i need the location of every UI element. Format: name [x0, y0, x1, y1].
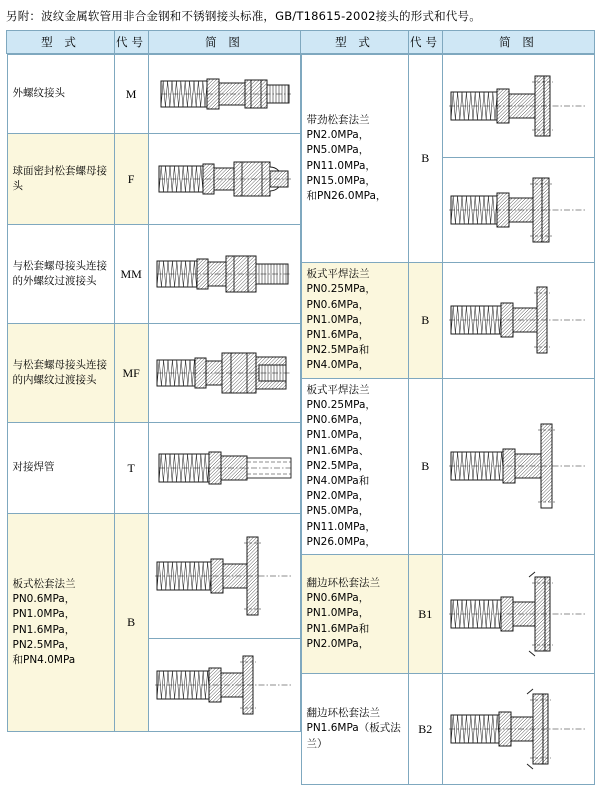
header-code-right: 代号 [409, 31, 443, 54]
table-row [7, 225, 300, 324]
table-row [301, 263, 594, 379]
fitting-type-right: 翻边环松套法兰 PN0.6MPa，PN1.0MPa， PN1.6MPa和PN2.0MPa， [301, 555, 408, 674]
table-row [7, 324, 300, 423]
header-figure-left: 简 图 [149, 31, 301, 54]
fitting-figure-right [442, 555, 594, 674]
header-code-left: 代号 [115, 31, 149, 54]
right-column-container [301, 54, 595, 785]
fitting-code-right: B [408, 263, 442, 379]
column-left [7, 54, 301, 732]
fitting-code-left: F [114, 134, 148, 225]
fitting-type-right: 翻边环松套法兰 PN1.6MPa（板式法兰） [301, 674, 408, 785]
fitting-type-right: 带劲松套法兰 PN2.0MPa，PN5.0MPa， PN11.0MPa，PN15.0MPa， 和PN26.0MPa， [301, 55, 408, 263]
fitting-code-right: B [408, 55, 442, 263]
fitting-figure-left [148, 324, 300, 423]
fitting-type-left: 与松套螺母接头连接的外螺纹过渡接头 [7, 225, 114, 324]
fitting-figure-right [442, 263, 594, 379]
fitting-code-left: M [114, 55, 148, 134]
fitting-code-left: T [114, 423, 148, 514]
fitting-figure-left [148, 639, 300, 732]
page-caption: 另附：波纹金属软管用非合金钢和不锈钢接头标准，GB/T18615-2002接头的形式和代号。 [6, 9, 481, 23]
fitting-type-left: 球面密封松套螺母接头 [7, 134, 114, 225]
fitting-code-right: B1 [408, 555, 442, 674]
header-type-right: 型 式 [301, 31, 409, 54]
table-row [301, 55, 594, 158]
table-row [7, 55, 300, 134]
fitting-code-left: MF [114, 324, 148, 423]
header-type-left: 型 式 [7, 31, 115, 54]
table-row [7, 423, 300, 514]
table-header [7, 31, 595, 54]
fitting-code-left: B [114, 514, 148, 732]
fitting-figure-left [148, 225, 300, 324]
table-row [301, 378, 594, 554]
fitting-type-right: 板式平焊法兰 PN0.25MPa，PN0.6MPa， PN1.0MPa，PN1.6MPa， PN2.5MPa和PN4.0MPa， [301, 263, 408, 379]
table-row [301, 555, 594, 674]
fitting-figure-right [442, 55, 594, 158]
table-row [7, 134, 300, 225]
fitting-figure-right [442, 378, 594, 554]
column-right [301, 54, 595, 785]
fitting-figure-right [442, 158, 594, 263]
fitting-type-right: 板式平焊法兰 PN0.25MPa，PN0.6MPa， PN1.0MPa，PN1.6MPa、 PN2.5MPa，PN4.0MPa和 PN2.0MPa，PN5.0MPa， PN11.0MPa，PN26.0MPa， [301, 378, 408, 554]
fitting-type-left: 对接焊管 [7, 423, 114, 514]
fitting-figure-left [148, 423, 300, 514]
fitting-figure-left [148, 55, 300, 134]
fitting-code-right: B [408, 378, 442, 554]
header-figure-right: 简 图 [443, 31, 595, 54]
table-body [7, 54, 595, 785]
fitting-types-table [6, 30, 595, 785]
table-row [7, 514, 300, 639]
fitting-type-left: 与松套螺母接头连接的内螺纹过渡接头 [7, 324, 114, 423]
fitting-type-left: 外螺纹接头 [7, 55, 114, 134]
fitting-type-left: 板式松套法兰 PN0.6MPa，PN1.0MPa， PN1.6MPa，PN2.5MPa， 和PN4.0MPa [7, 514, 114, 732]
fitting-code-left: MM [114, 225, 148, 324]
table-columns-row [7, 54, 595, 785]
left-column-container [7, 54, 301, 785]
fitting-figure-left [148, 134, 300, 225]
fitting-code-right: B2 [408, 674, 442, 785]
fitting-figure-left [148, 514, 300, 639]
